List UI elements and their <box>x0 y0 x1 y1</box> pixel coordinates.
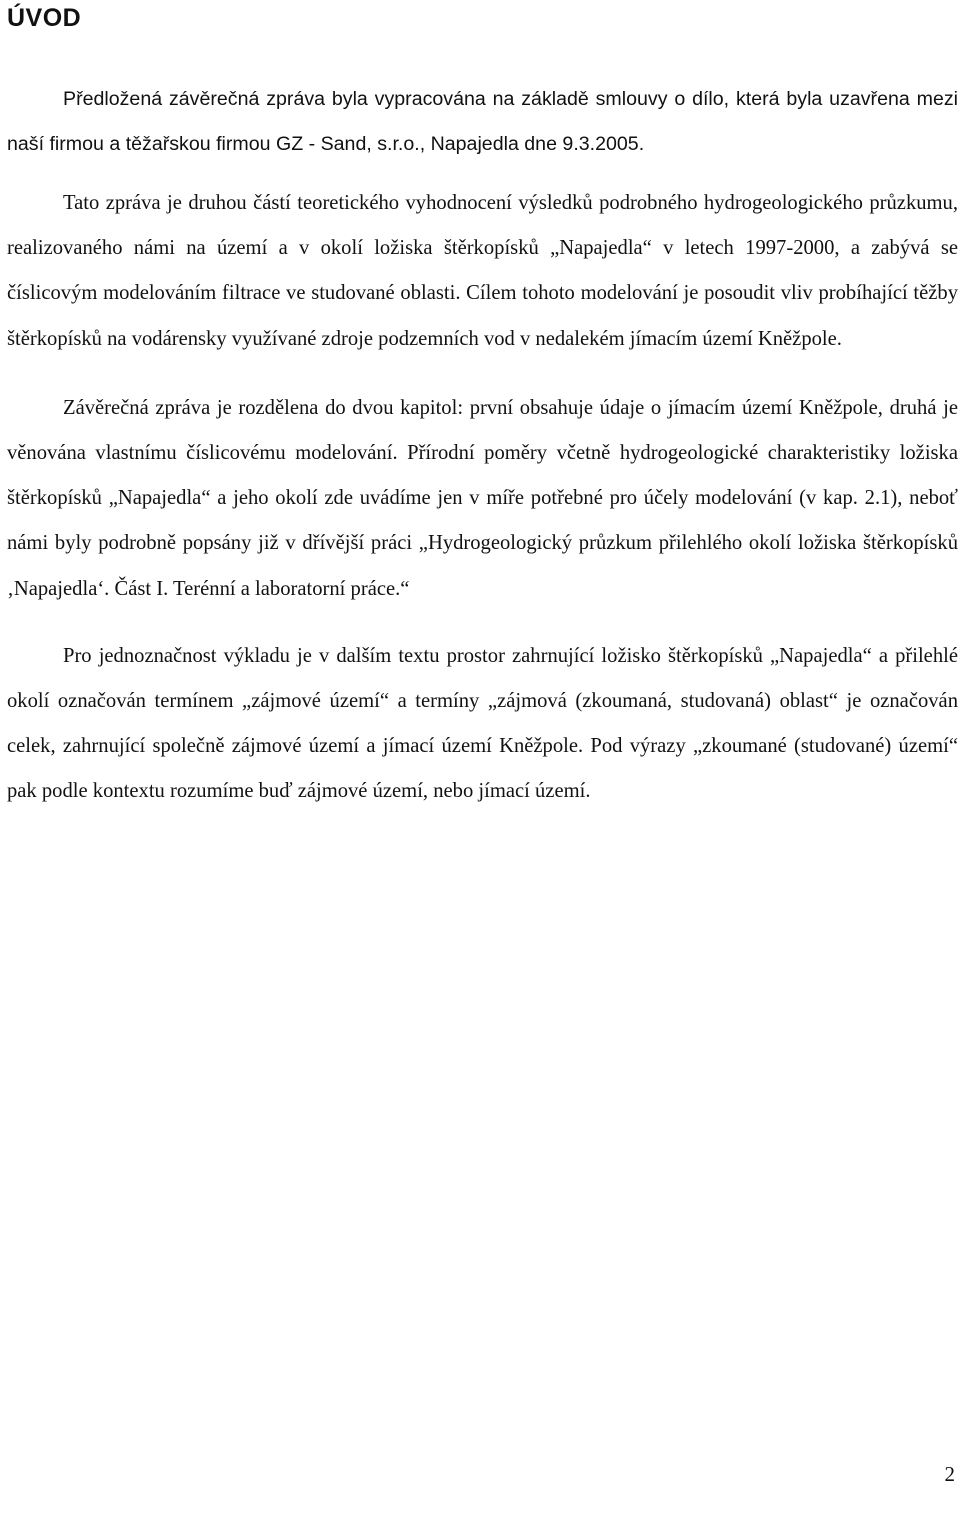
section-heading: ÚVOD <box>7 4 82 32</box>
body-text <box>7 77 958 837</box>
page-number: 2 <box>944 1462 955 1486</box>
paragraph-structure: Závěrečná zpráva je rozdělena do dvou kapitol: první obsahuje údaje o jímacím území Kněžpole, druhá je věnována vlastnímu číslicovému modelování. Přírodní poměry včetně hydrogeologické charakteristiky ložiska štěrkopísků „Napajedla“ a jeho okolí zde uvádíme jen v míře potřebné pro účely modelování (v kap. 2.1), neboť námi byly podrobně popsány již v dřívější práci „Hydrogeologický průzkum přilehlého okolí ložiska štěrkopísků ‚Napajedla‘. Část I. Terénní a laboratorní práce.“ <box>7 396 958 600</box>
paragraph-terminology: Pro jednoznačnost výkladu je v dalším textu prostor zahrnující ložisko štěrkopísků „Napajedla“ a přilehlé okolí označován termínem „zájmové území“ a termíny „zájmová (zkoumaná, studovaná) oblast“ je označován celek, zahrnující společně zájmové území a jímací území Kněžpole. Pod výrazy „zkoumané (studované) území“ pak podle kontextu rozumíme buď zájmové území, nebo jímací území. <box>7 644 958 803</box>
paragraph-purpose: Tato zpráva je druhou částí teoretického vyhodnocení výsledků podrobného hydrogeologického průzkumu, realizovaného námi na území a v okolí ložiska štěrkopísků „Napajedla“ v letech 1997-2000, a zabývá se číslicovým modelováním filtrace ve studované oblasti. Cílem tohoto modelování je posoudit vliv probíhající těžby štěrkopísků na vodárensky využívané zdroje podzemních vod v nedalekém jímacím území Kněžpole. <box>7 192 958 350</box>
paragraph-introduction: Předložená závěrečná zpráva byla vypracována na základě smlouvy o dílo, která byla uzavřena mezi naší firmou a těžařskou firmou GZ - Sand, s.r.o., Napajedla dne 9.3.2005. <box>7 88 958 155</box>
